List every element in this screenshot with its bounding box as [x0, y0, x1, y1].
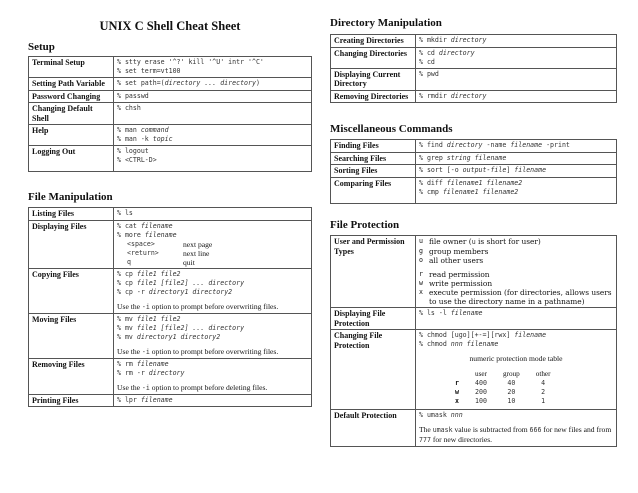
row-key: Comparing Files	[331, 177, 416, 203]
table-row	[29, 125, 312, 146]
row-value: % stty erase '^?' kill '^U' intr '^C' % set term=vt100	[114, 57, 312, 78]
table-row	[331, 410, 617, 447]
row-value: % chsh	[114, 103, 312, 125]
table-row	[29, 313, 312, 358]
row-value: % cd directory % cd	[416, 47, 617, 68]
file-protection-table	[330, 235, 617, 447]
table-row	[29, 394, 312, 407]
row-value: % umask nnn The umask value is subtracted from 666 for new files and from 777 for new directories.	[416, 410, 617, 447]
row-value: % cp file1 file2 % cp file1 [file2] ... directory % cp -r directory1 directory2 Use the -i option to prompt before overwriting files.	[114, 268, 312, 313]
table-row	[331, 47, 617, 68]
table-row	[29, 78, 312, 91]
row-value: % cat filename % more filename <space> next page <return> next line q quit	[114, 220, 312, 268]
row-value: u file owner (u is short for user) g group members o all other users r read permission w write permission x execute permission (for directories, allows users to use the directory name in a pathname)	[416, 236, 617, 308]
table-row	[29, 57, 312, 78]
row-key: Changing File Protection	[331, 330, 416, 410]
row-value: % rm filename % rm -r directory Use the -i option to prompt before deleting files.	[114, 358, 312, 394]
row-value: % find directory -name filename -print	[416, 140, 617, 153]
row-value: % mkdir directory	[416, 35, 617, 48]
row-key: Finding Files	[331, 140, 416, 153]
row-key: Copying Files	[29, 268, 114, 313]
table-row	[331, 140, 617, 153]
row-value: % chmod [ugo][+-=][rwx] filename % chmod nnn filename numeric protection mode table user group other r 400 40 4 w 200 20 2 x 100 10 1	[416, 330, 617, 410]
row-key: Default Protection	[331, 410, 416, 447]
row-value: % lpr filename	[114, 394, 312, 407]
table-row	[29, 358, 312, 394]
row-key: Displaying Current Directory	[331, 68, 416, 90]
row-key: Changing Default Shell	[29, 103, 114, 125]
table-row	[331, 177, 617, 203]
row-key: Terminal Setup	[29, 57, 114, 78]
row-value: % grep string filename	[416, 152, 617, 165]
row-key: Printing Files	[29, 394, 114, 407]
table-row	[331, 236, 617, 308]
table-row	[29, 103, 312, 125]
table-row	[331, 152, 617, 165]
row-value: % man command % man -k topic	[114, 125, 312, 146]
row-key: User and Permission Types	[331, 236, 416, 308]
row-key: Help	[29, 125, 114, 146]
row-value: % diff filename1 filename2 % cmp filename1 filename2	[416, 177, 617, 203]
row-key: Changing Directories	[331, 47, 416, 68]
row-key: Creating Directories	[331, 35, 416, 48]
table-row	[331, 165, 617, 178]
row-value: % set path=(directory ... directory)	[114, 78, 312, 91]
misc-table	[330, 139, 617, 204]
row-key: Sorting Files	[331, 165, 416, 178]
row-value: % logout % <CTRL-D>	[114, 146, 312, 172]
table-row	[331, 35, 617, 48]
row-value: % rmdir directory	[416, 90, 617, 103]
row-key: Removing Files	[29, 358, 114, 394]
row-key: Displaying File Protection	[331, 308, 416, 330]
row-key: Listing Files	[29, 208, 114, 221]
row-value: % passwd	[114, 90, 312, 103]
file-manipulation-heading: File Manipulation	[28, 191, 113, 203]
row-value: % pwd	[416, 68, 617, 90]
setup-table	[28, 56, 312, 172]
table-row	[331, 68, 617, 90]
row-key: Moving Files	[29, 313, 114, 358]
table-row	[331, 308, 617, 330]
row-value: % mv file1 file2 % mv file1 [file2] ... directory % mv directory1 directory2 Use the -i option to prompt before overwriting files.	[114, 313, 312, 358]
row-key: Password Changing	[29, 90, 114, 103]
file-protection-heading: File Protection	[330, 219, 400, 231]
table-row	[29, 146, 312, 172]
table-row	[331, 90, 617, 103]
setup-heading: Setup	[28, 41, 55, 53]
table-row	[331, 330, 617, 410]
mode-table-title: numeric protection mode table	[469, 354, 563, 363]
table-row	[29, 90, 312, 103]
table-row	[29, 208, 312, 221]
row-key: Removing Directories	[331, 90, 416, 103]
row-key: Setting Path Variable	[29, 78, 114, 91]
row-key: Searching Files	[331, 152, 416, 165]
numeric-mode-table: user group other r 400 40 4 w 200 20 2 x 100 10 1	[455, 370, 551, 405]
row-value: % sort [-o output-file] filename	[416, 165, 617, 178]
page-title: UNIX C Shell Cheat Sheet	[99, 19, 241, 33]
misc-commands-heading: Miscellaneous Commands	[330, 123, 453, 135]
table-row	[29, 220, 312, 268]
row-key: Logging Out	[29, 146, 114, 172]
row-key: Displaying Files	[29, 220, 114, 268]
directory-table	[330, 34, 617, 103]
file-manipulation-table	[28, 207, 312, 407]
row-value: % ls	[114, 208, 312, 221]
directory-manipulation-heading: Directory Manipulation	[330, 17, 442, 29]
table-row	[29, 268, 312, 313]
row-value: % ls -l filename	[416, 308, 617, 330]
